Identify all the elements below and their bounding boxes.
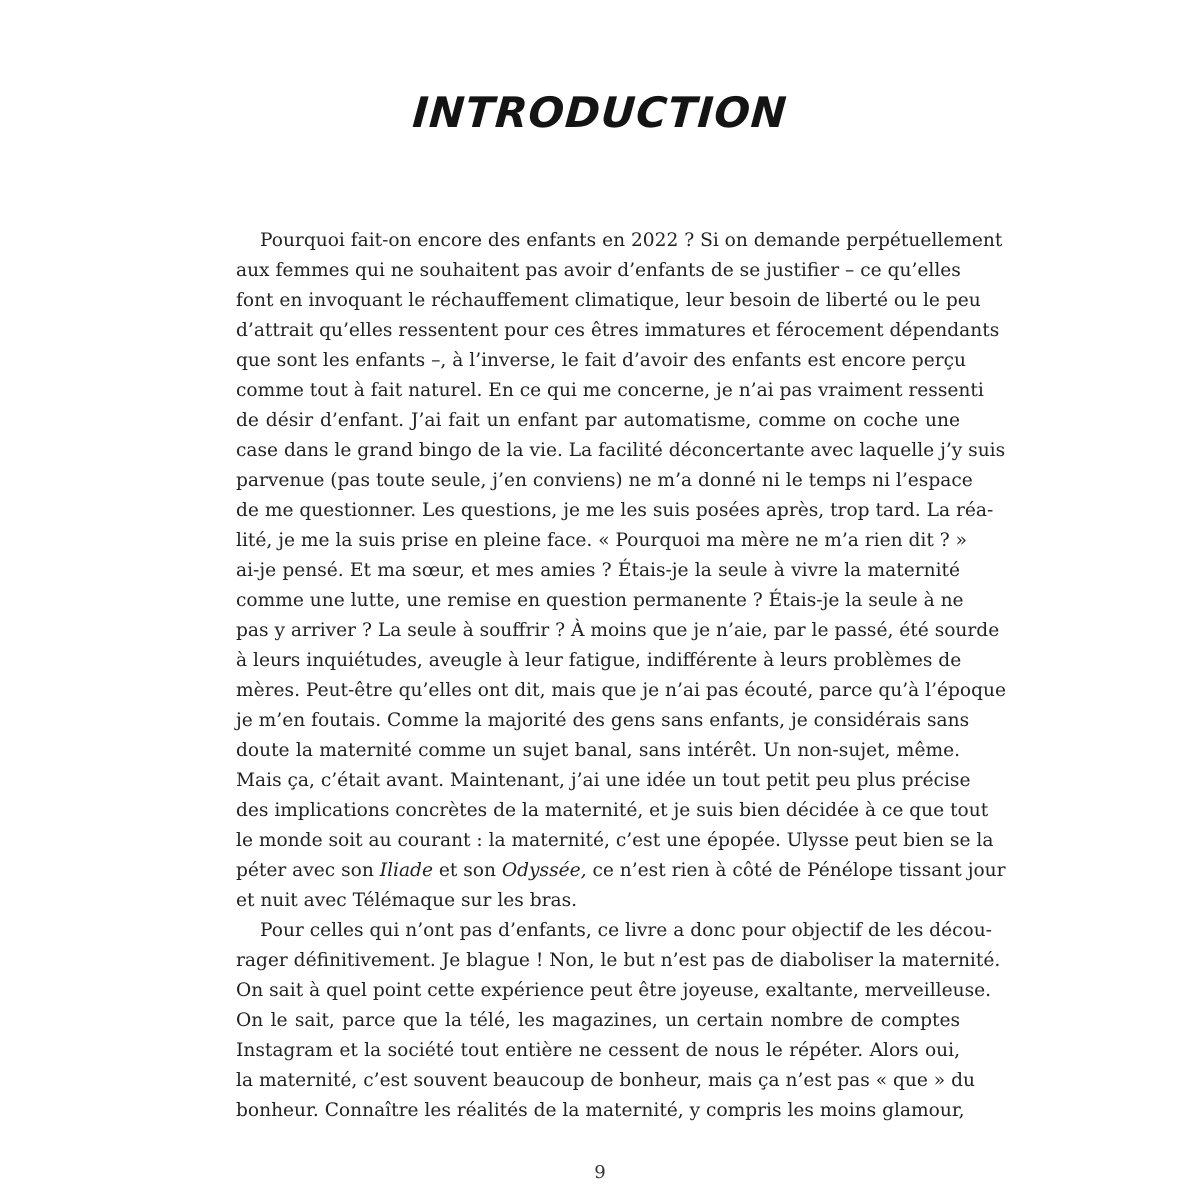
text-line: pas y arriver ? La seule à souffrir ? À moins que je n’aie, par le passé, été sourde xyxy=(236,620,1000,641)
text-line: On sait à quel point cette expérience peut être joyeuse, exaltante, merveilleuse. xyxy=(236,980,992,1001)
text-run: ce n’est rien à côté de Pénélope tissant jour xyxy=(586,860,1006,881)
text-line: aux femmes qui ne souhaitent pas avoir d’enfants de se justifier – ce qu’elles xyxy=(236,260,961,281)
text-line: d’attrait qu’elles ressentent pour ces êtres immatures et férocement dépendants xyxy=(236,320,1000,341)
chapter-title: INTRODUCTION xyxy=(411,88,789,137)
text-line: le monde soit au courant : la maternité, c’est une épopée. Ulysse peut bien se la xyxy=(236,830,994,851)
text-line: des implications concrètes de la maternité, et je suis bien décidée à ce que tout xyxy=(236,800,989,821)
text-line: Pourquoi fait-on encore des enfants en 2022 ? Si on demande perpétuellement xyxy=(260,230,1003,251)
text-line: lité, je me la suis prise en pleine face. « Pourquoi ma mère ne m’a rien dit ? » xyxy=(236,530,967,551)
italic-title-odyssee: Odyssée, xyxy=(501,860,587,881)
text-line: ai-je pensé. Et ma sœur, et mes amies ? Étais-je la seule à vivre la maternité xyxy=(236,560,960,581)
text-line: case dans le grand bingo de la vie. La facilité déconcertante avec laquelle j’y suis xyxy=(236,440,1006,461)
text-line: Mais ça, c’était avant. Maintenant, j’ai une idée un tout petit peu plus précise xyxy=(236,770,971,791)
text-line: que sont les enfants –, à l’inverse, le fait d’avoir des enfants est encore perçu xyxy=(236,350,966,371)
text-line: et nuit avec Télémaque sur les bras. xyxy=(236,890,578,911)
text-line: comme tout à fait naturel. En ce qui me concerne, je n’ai pas vraiment ressenti xyxy=(236,380,984,401)
text-line: de me questionner. Les questions, je me les suis posées après, trop tard. La réa- xyxy=(236,500,994,521)
page-number: 9 xyxy=(594,1162,606,1183)
text-line: mères. Peut-être qu’elles ont dit, mais que je n’ai pas écouté, parce qu’à l’époque xyxy=(236,680,1006,701)
text-line: Pour celles qui n’ont pas d’enfants, ce livre a donc pour objectif de les décou- xyxy=(260,920,992,941)
text-line: doute la maternité comme un sujet banal, sans intérêt. Un non-sujet, même. xyxy=(236,740,960,761)
text-line: parvenue (pas toute seule, j’en conviens) ne m’a donné ni le temps ni l’espace xyxy=(236,470,973,491)
text-line: je m’en foutais. Comme la majorité des gens sans enfants, je considérais sans xyxy=(236,710,970,731)
italic-title-iliade: Iliade xyxy=(379,860,433,881)
body-text xyxy=(236,226,1006,1126)
text-line: Instagram et la société tout entière ne cessent de nous le répéter. Alors oui, xyxy=(236,1040,960,1061)
text-line: de désir d’enfant. J’ai fait un enfant par automatisme, comme on coche une xyxy=(236,410,960,431)
text-run: péter avec son xyxy=(236,860,380,881)
text-line: à leurs inquiétudes, aveugle à leur fatigue, indifférente à leurs problèmes de xyxy=(236,650,962,671)
text-line: la maternité, c’est souvent beaucoup de bonheur, mais ça n’est pas « que » du xyxy=(236,1070,975,1091)
text-line: font en invoquant le réchauffement climatique, leur besoin de liberté ou le peu xyxy=(236,290,981,311)
text-line-with-italics xyxy=(236,856,1006,886)
text-line: comme une lutte, une remise en question permanente ? Étais-je la seule à ne xyxy=(236,590,964,611)
text-line: bonheur. Connaître les réalités de la maternité, y compris les moins glamour, xyxy=(236,1100,965,1121)
text-line: On le sait, parce que la télé, les magazines, un certain nombre de comptes xyxy=(236,1010,960,1031)
text-line: rager définitivement. Je blague ! Non, le but n’est pas de diaboliser la maternité. xyxy=(236,950,1001,971)
text-run: et son xyxy=(432,860,502,881)
